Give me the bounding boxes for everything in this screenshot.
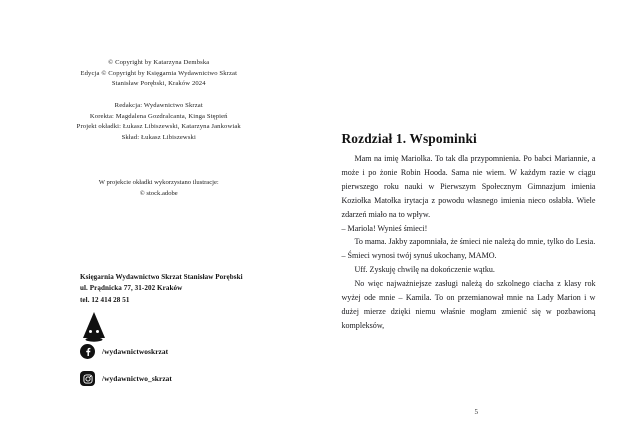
copyright-line-2: Edycja © Copyright by Księgarnia Wydawnictwo Skrzat (80, 69, 238, 77)
copyright-line-1: © Copyright by Katarzyna Dembska (108, 59, 210, 66)
publisher-street: ul. Prądnicka 77, 31-202 Kraków (80, 284, 183, 293)
credit-line-4: Skład: Łukasz Libiszewski (121, 134, 196, 142)
instagram-icon (80, 371, 95, 386)
paragraph-1: Mam na imię Mariolka. To tak dla przypomnienia. Po babci Mariannie, a może i po żonie Robin Hooda. Sama nie wiem. W każdym razie w ciągu pierwszego roku nauki w Pierwszym Społecznym Gimnazjum imienia Koziołka Matołka irytacja z powodu własnego imienia nieco osłabła. Wiele zdarzeń miało na to wpływ. (341, 154, 596, 219)
facebook-icon (80, 344, 95, 359)
social-link-instagram[interactable] (80, 371, 172, 386)
colophon (0, 58, 318, 144)
instagram-handle: /wydawnictwo_skrzat (102, 374, 172, 383)
paragraph-2: – Mariola! Wynieś śmieci! (341, 223, 428, 233)
credit-line-2: Korekta: Magdalena Gozdralcanta, Kinga Stępień (89, 112, 228, 120)
publisher-address (80, 272, 243, 306)
credits-block (0, 101, 318, 144)
social-links (80, 344, 172, 386)
paragraph-5: Uff. Zyskuję chwilę na dokończenie wątku. (354, 265, 495, 275)
credit-line-1: Redakcja: Wydawnictwo Skrzat (114, 102, 203, 110)
right-page (318, 0, 635, 444)
publisher-phone: tel. 12 414 28 51 (80, 295, 130, 304)
chapter-body (342, 152, 596, 333)
copyright-block (0, 58, 318, 90)
chapter-title: Rozdział 1. Wspominki (341, 130, 477, 146)
illustration-credit (0, 178, 318, 199)
social-link-facebook[interactable] (80, 344, 172, 359)
publisher-name: Księgarnia Wydawnictwo Skrzat Stanisław Porębski (80, 273, 243, 281)
credit-line-3: Projekt okładki: Łukasz Libiszewski, Katarzyna Jankowiak (76, 123, 241, 131)
skrzat-gnome-logo (81, 312, 107, 342)
paragraph-4: – Śmieci wynosi twój synuś ukochany, MAMO. (341, 251, 497, 261)
illustration-credit-line-1: W projekcie okładki wykorzystano ilustracje: (98, 179, 219, 186)
paragraph-3: To mama. Jakby zapomniała, że śmieci nie należą do mnie, tylko do Lesia. (354, 237, 596, 247)
illustration-credit-line-2: © stock.adobe (139, 189, 178, 197)
paragraph-6: No więc najważniejsze zasługi należą do szkolnego ciacha z klasy rok wyżej ode mnie – Kamila. To on przemianował mnie na Lady Marion i w dużej mierze dzięki niemu właśnie mogłam zmienić się w pozbawioną kompleksów, (341, 279, 596, 330)
facebook-handle: /wydawnictwoskrzat (102, 347, 169, 356)
page-number: 5 (474, 408, 478, 416)
copyright-line-3: Stanisław Porębski, Kraków 2024 (111, 80, 206, 88)
